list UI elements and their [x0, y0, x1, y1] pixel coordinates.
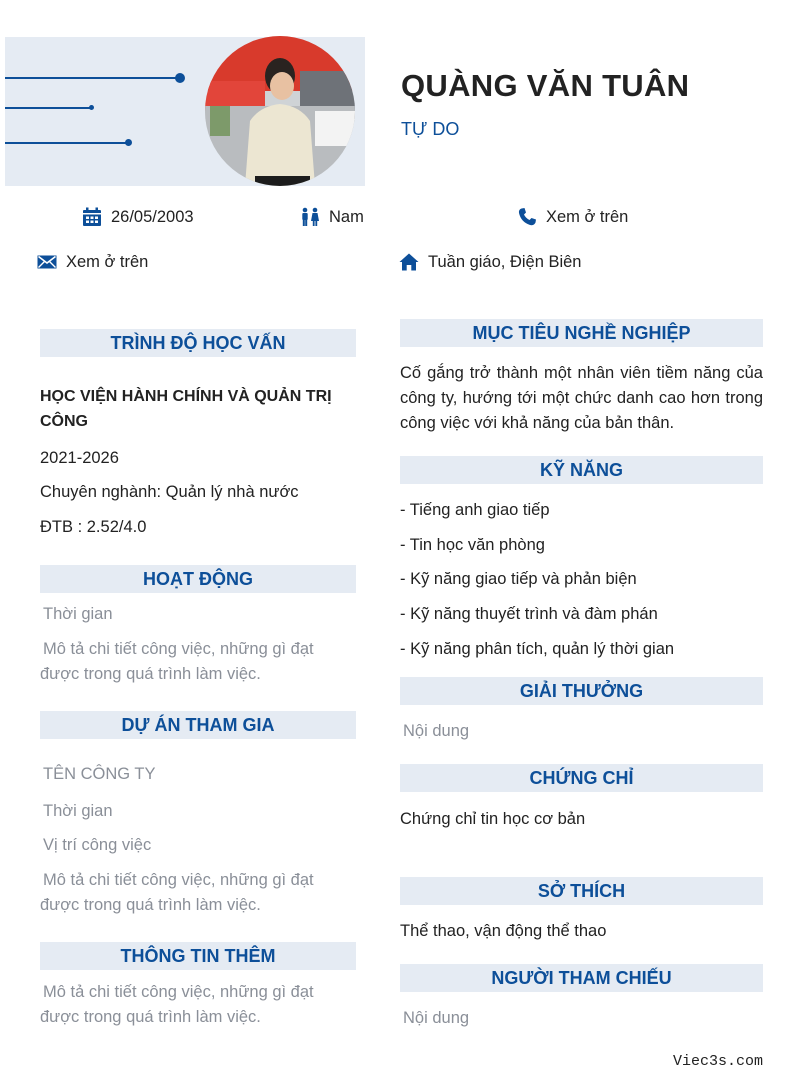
email-value: Xem ở trên [66, 252, 149, 271]
decor-dot-3 [125, 139, 132, 146]
education-gpa: ĐTB : 2.52/4.0 [40, 518, 147, 536]
activities-time: Thời gian [43, 605, 113, 623]
education-school: HỌC VIỆN HÀNH CHÍNH VÀ QUẢN TRỊ CÔNG [40, 388, 332, 430]
skill-item: - Kỹ năng thuyết trình và đàm phán [400, 605, 658, 623]
section-heading-projects: DỰ ÁN THAM GIA [40, 711, 356, 739]
skill-item: - Kỹ năng giao tiếp và phản biện [400, 570, 637, 588]
contact-dob [81, 206, 194, 228]
activities-description: Mô tả chi tiết công việc, những gì đạt được trong quá trình làm việc. [40, 640, 314, 683]
section-heading-references: NGƯỜI THAM CHIẾU [400, 964, 763, 992]
calendar-icon [81, 206, 103, 228]
candidate-name: QUÀNG VĂN TUÂN [401, 68, 690, 103]
objective-text: Cố gắng trở thành một nhân viên tiềm năng của công ty, hướng tới một chức danh cao hơn trong công việc với khả năng của bản thân. [400, 364, 763, 432]
section-heading-objective: MỤC TIÊU NGHỀ NGHIỆP [400, 319, 763, 347]
projects-time: Thời gian [43, 802, 113, 820]
education-major: Chuyên nghành: Quản lý nhà nước [40, 483, 299, 501]
avatar [205, 36, 355, 186]
section-heading-certificates: CHỨNG CHỈ [400, 764, 763, 792]
certificates-text: Chứng chỉ tin học cơ bản [400, 810, 586, 828]
address-value: Tuần giáo, Điện Biên [428, 252, 582, 271]
contact-phone [516, 206, 628, 228]
gender-icon [299, 206, 321, 228]
skill-item: - Tiếng anh giao tiếp [400, 501, 550, 519]
home-icon [398, 251, 420, 273]
projects-description: Mô tả chi tiết công việc, những gì đạt được trong quá trình làm việc. [40, 871, 314, 914]
contact-address [398, 251, 582, 273]
section-heading-hobbies: SỞ THÍCH [400, 877, 763, 905]
extra-description: Mô tả chi tiết công việc, những gì đạt được trong quá trình làm việc. [40, 983, 314, 1026]
section-heading-activities: HOẠT ĐỘNG [40, 565, 356, 593]
section-heading-awards: GIẢI THƯỞNG [400, 677, 763, 705]
awards-text: Nội dung [403, 722, 470, 740]
section-heading-education: TRÌNH ĐỘ HỌC VẤN [40, 329, 356, 357]
candidate-title: TỰ DO [401, 119, 460, 139]
decor-line-3 [5, 142, 129, 144]
section-heading-skills: KỸ NĂNG [400, 456, 763, 484]
references-text: Nội dung [403, 1009, 470, 1027]
phone-icon [516, 206, 538, 228]
watermark: Viec3s.com [672, 1053, 763, 1070]
projects-position: Vị trí công việc [43, 836, 152, 854]
gender-value: Nam [329, 207, 364, 226]
decor-dot-1 [175, 73, 185, 83]
education-years: 2021-2026 [40, 449, 119, 467]
contact-gender [299, 206, 364, 228]
mail-icon [36, 251, 58, 273]
skill-item: - Tin học văn phòng [400, 536, 545, 554]
hobbies-text: Thể thao, vận động thể thao [400, 922, 607, 940]
decor-dot-2 [89, 105, 94, 110]
projects-company: TÊN CÔNG TY [43, 765, 156, 783]
decor-line-2 [5, 107, 93, 109]
section-heading-extra: THÔNG TIN THÊM [40, 942, 356, 970]
skill-item: - Kỹ năng phân tích, quản lý thời gian [400, 640, 675, 658]
contact-email [36, 251, 148, 273]
profile-photo [205, 36, 355, 186]
decor-line-1 [5, 77, 180, 79]
phone-value: Xem ở trên [546, 207, 629, 226]
dob-value: 26/05/2003 [111, 207, 194, 226]
